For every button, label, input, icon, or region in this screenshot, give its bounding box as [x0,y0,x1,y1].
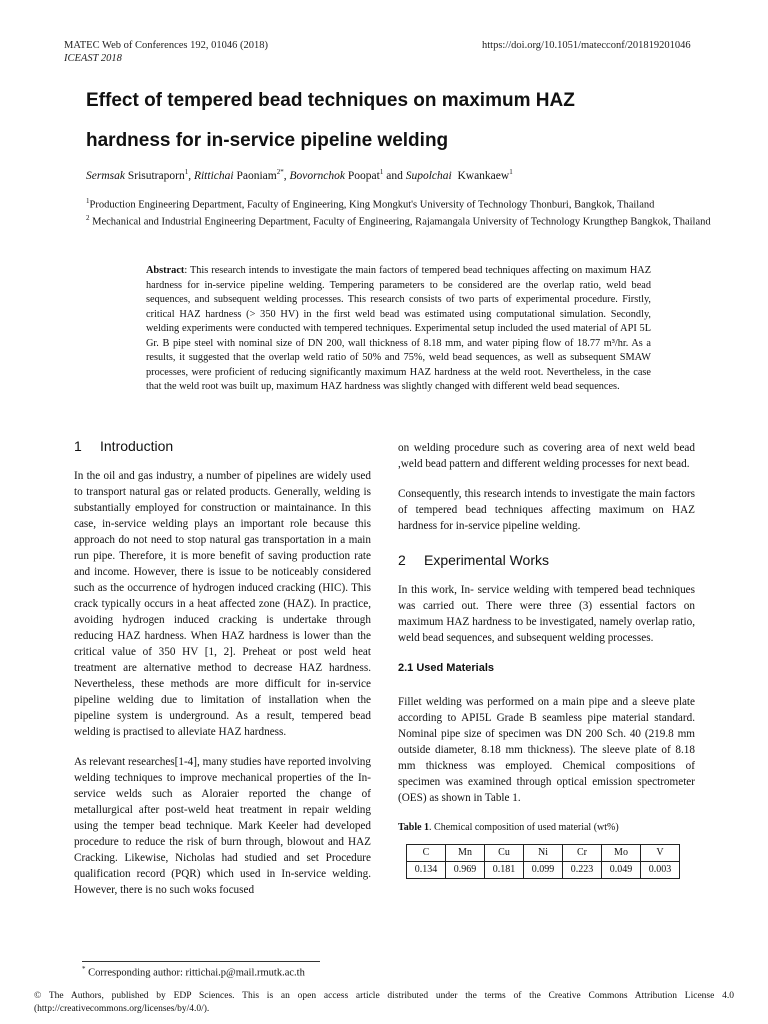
section-heading-introduction [74,438,371,454]
table-header-cell: Cu [485,845,524,862]
author-3-first: Bovornchok [289,169,346,182]
license-notice: © The Authors, published by EDP Sciences. This is an open access article distributed under the terms of the Creative Commons Attribution License 4.0 (http://creativecommons.org/licenses/by/4.0/). [34,991,734,1014]
author-2-affil: 2* [276,168,284,176]
table-header-cell: Mn [446,845,485,862]
abstract-label: Abstract [146,265,185,276]
table-cell: 0.003 [641,862,680,879]
table-cell: 0.181 [485,862,524,879]
author-4-last: Kwankaew [451,169,510,182]
chemical-composition-table [406,844,680,879]
table-header-row [407,845,680,862]
table-header-cell: C [407,845,446,862]
table-caption-label: Table 1 [398,822,430,833]
subsection-heading-materials: 2.1 Used Materials [398,662,494,674]
footnote-divider [82,961,320,962]
table-header-cell: Ni [524,845,563,862]
paper-title-line-1: Effect of tempered bead techniques on maximum HAZ [86,90,575,111]
affiliation-2 [86,212,726,229]
right-column [398,440,695,879]
author-sep: , [188,169,194,182]
section-number: 1 [74,438,82,454]
author-1-last: Srisutraporn [124,169,185,182]
section-title: Introduction [100,438,174,454]
abstract-text: : This research intends to investigate the main factors of tempered bead techniques affecting on maximum HAZ hardness for in-service pipeline welding. Tempering parameters to be considered are the overlap ratio, weld bead sequences, and subsequent welding processes. This research consists of two parts of experimental procedure. Firstly, critical HAZ hardness (> 350 HV) in the first weld bead was estimated using computational simulation. Secondly, welding experiments were conducted with tempered techniques. Experimental setup included the used material of API 5L Gr. B pipe steel with nominal size of DN 200, wall thickness of 8.18 mm, and water piping flow of 18.77 m³/hr. As a results, it suggested that the overlap weld ratio of 50% and 75%, weld bead sequences, as well as subsequent SMAW processes, were proficient of reducing significantly maximum HAZ hardness at the weld root. Nevertheless, in the case that the weld root was built up, maximum HAZ hardness was slightly changed with different weld bead sequences. [146,265,651,392]
table-caption [398,820,695,836]
affiliation-2-mark: 2 [86,214,90,222]
table-cell: 0.099 [524,862,563,879]
table-cell: 0.223 [563,862,602,879]
author-1-first: Sermsak [86,169,125,182]
intro-paragraph-4: Consequently, this research intends to investigate the main factors of tempered bead techniques affecting maximum on HAZ hardness for in-service pipeline welding. [398,488,695,532]
affiliation-2-text: Mechanical and Industrial Engineering Department, Faculty of Engineering, Rajamangala University of Technology Krungthep Bangkok, Thailand [89,216,711,228]
table-header-cell: Cr [563,845,602,862]
left-column [74,438,371,912]
paper-title-line-2: hardness for in-service pipeline welding [86,130,449,151]
affiliation-1-text: Production Engineering Department, Faculty of Engineering, King Mongkut's University of Technology Thonburi, Bangkok, Thailand [89,199,655,211]
experimental-paragraph: In this work, In- service welding with tempered bead techniques was carried out. There were three (3) essential factors on maximum HAZ hardness to be investigated, namely overlap ratio, weld bead sequences, and subsequent welding processes. [398,584,695,644]
author-2-first: Rittichai [193,169,234,182]
table-row [407,862,680,879]
journal-citation: MATEC Web of Conferences 192, 01046 (2018) [64,40,268,51]
table-header-cell: Mo [602,845,641,862]
author-3-affil: 1 [379,168,384,176]
table-header-cell: V [641,845,680,862]
abstract [146,264,651,395]
section-number: 2 [398,552,406,568]
author-4-first: Supolchai [405,169,452,182]
table-cell: 0.969 [446,862,485,879]
section-heading-experimental [398,552,695,568]
section-title: Experimental Works [424,552,550,568]
table-cell: 0.134 [407,862,446,879]
author-4-affil: 1 [509,168,513,176]
author-2-last: Paoniam [233,169,277,182]
author-list [86,168,513,182]
intro-paragraph-1: In the oil and gas industry, a number of pipelines are widely used to transport natural gas or related products. Generally, welding is substantially employed for construction or maintainance. In this case, in-service welding plays an important role because this approach do not need to stop natural gas transportation in a main run pipe. Therefore, it is more benefit of saving production rate and income. However, there is issue to be noticeably considered such as the occurrence of hydrogen induced cracking (HIC). This crack typically occurs in a heat affected zone (HAZ). In practice, avoiding hydrogen induced cracking is undertake through reducing HAZ hardness. When HAZ hardness is lower than the critical value of 350 HV [1, 2]. Preheat or post weld heat treatment are alternative method to decrease HAZ hardness. Nevertheless, these methods are more difficult for in-service pipeline welding due to limitation of installation when the pipeline system is underground. As a result, tempered bead welding is practised to alleviate HAZ hardness. [74,470,371,738]
footnote [82,965,305,979]
affiliations [86,195,726,229]
conference-name: ICEAST 2018 [64,53,122,64]
intro-paragraph-2: As relevant researches[1-4], many studies have reported involving welding techniques to improve mechanical properties of the In-service welds such as Aloraier reported the change of metallurgical after post-weld heat treatment in repair welding using the temper bead technique. Mark Keeler had developed procedure to reduce the risk of burn through, blowout and HAZ Cracking. Likewise, Nicholas had studied and set Procedure qualification record (PQR) which used in In-service welding. However, there is no such woks focused [74,756,371,896]
table-cell: 0.049 [602,862,641,879]
author-1-affil: 1 [184,168,189,176]
author-sep: , [283,169,290,182]
footnote-mark: * [82,965,86,973]
table-caption-text: . Chemical composition of used material (wt%) [429,822,619,833]
footnote-text: Corresponding author: rittichai.p@mail.rmutk.ac.th [85,967,305,979]
materials-paragraph: Fillet welding was performed on a main pipe and a sleeve plate according to API5L Grade B seamless pipe material standard. Nominal pipe size of specimen was DN 200 Sch. 40 (219.8 mm outside diameter, 8.18 mm thickness). The sleeve plate of 8.18 mm thickness was employed. Chemical compositions of specimen was examined through optical emission spectrometer (OES) as shown in Table 1. [398,696,695,804]
affiliation-1-mark: 1 [86,197,90,205]
author-sep: and [383,169,406,182]
affiliation-1 [86,195,726,212]
intro-paragraph-3: on welding procedure such as covering area of next weld bead ,weld bead pattern and different welding processes for next bead. [398,442,695,470]
doi-link[interactable]: https://doi.org/10.1051/matecconf/201819201046 [482,40,691,51]
author-3-last: Poopat [345,169,380,182]
